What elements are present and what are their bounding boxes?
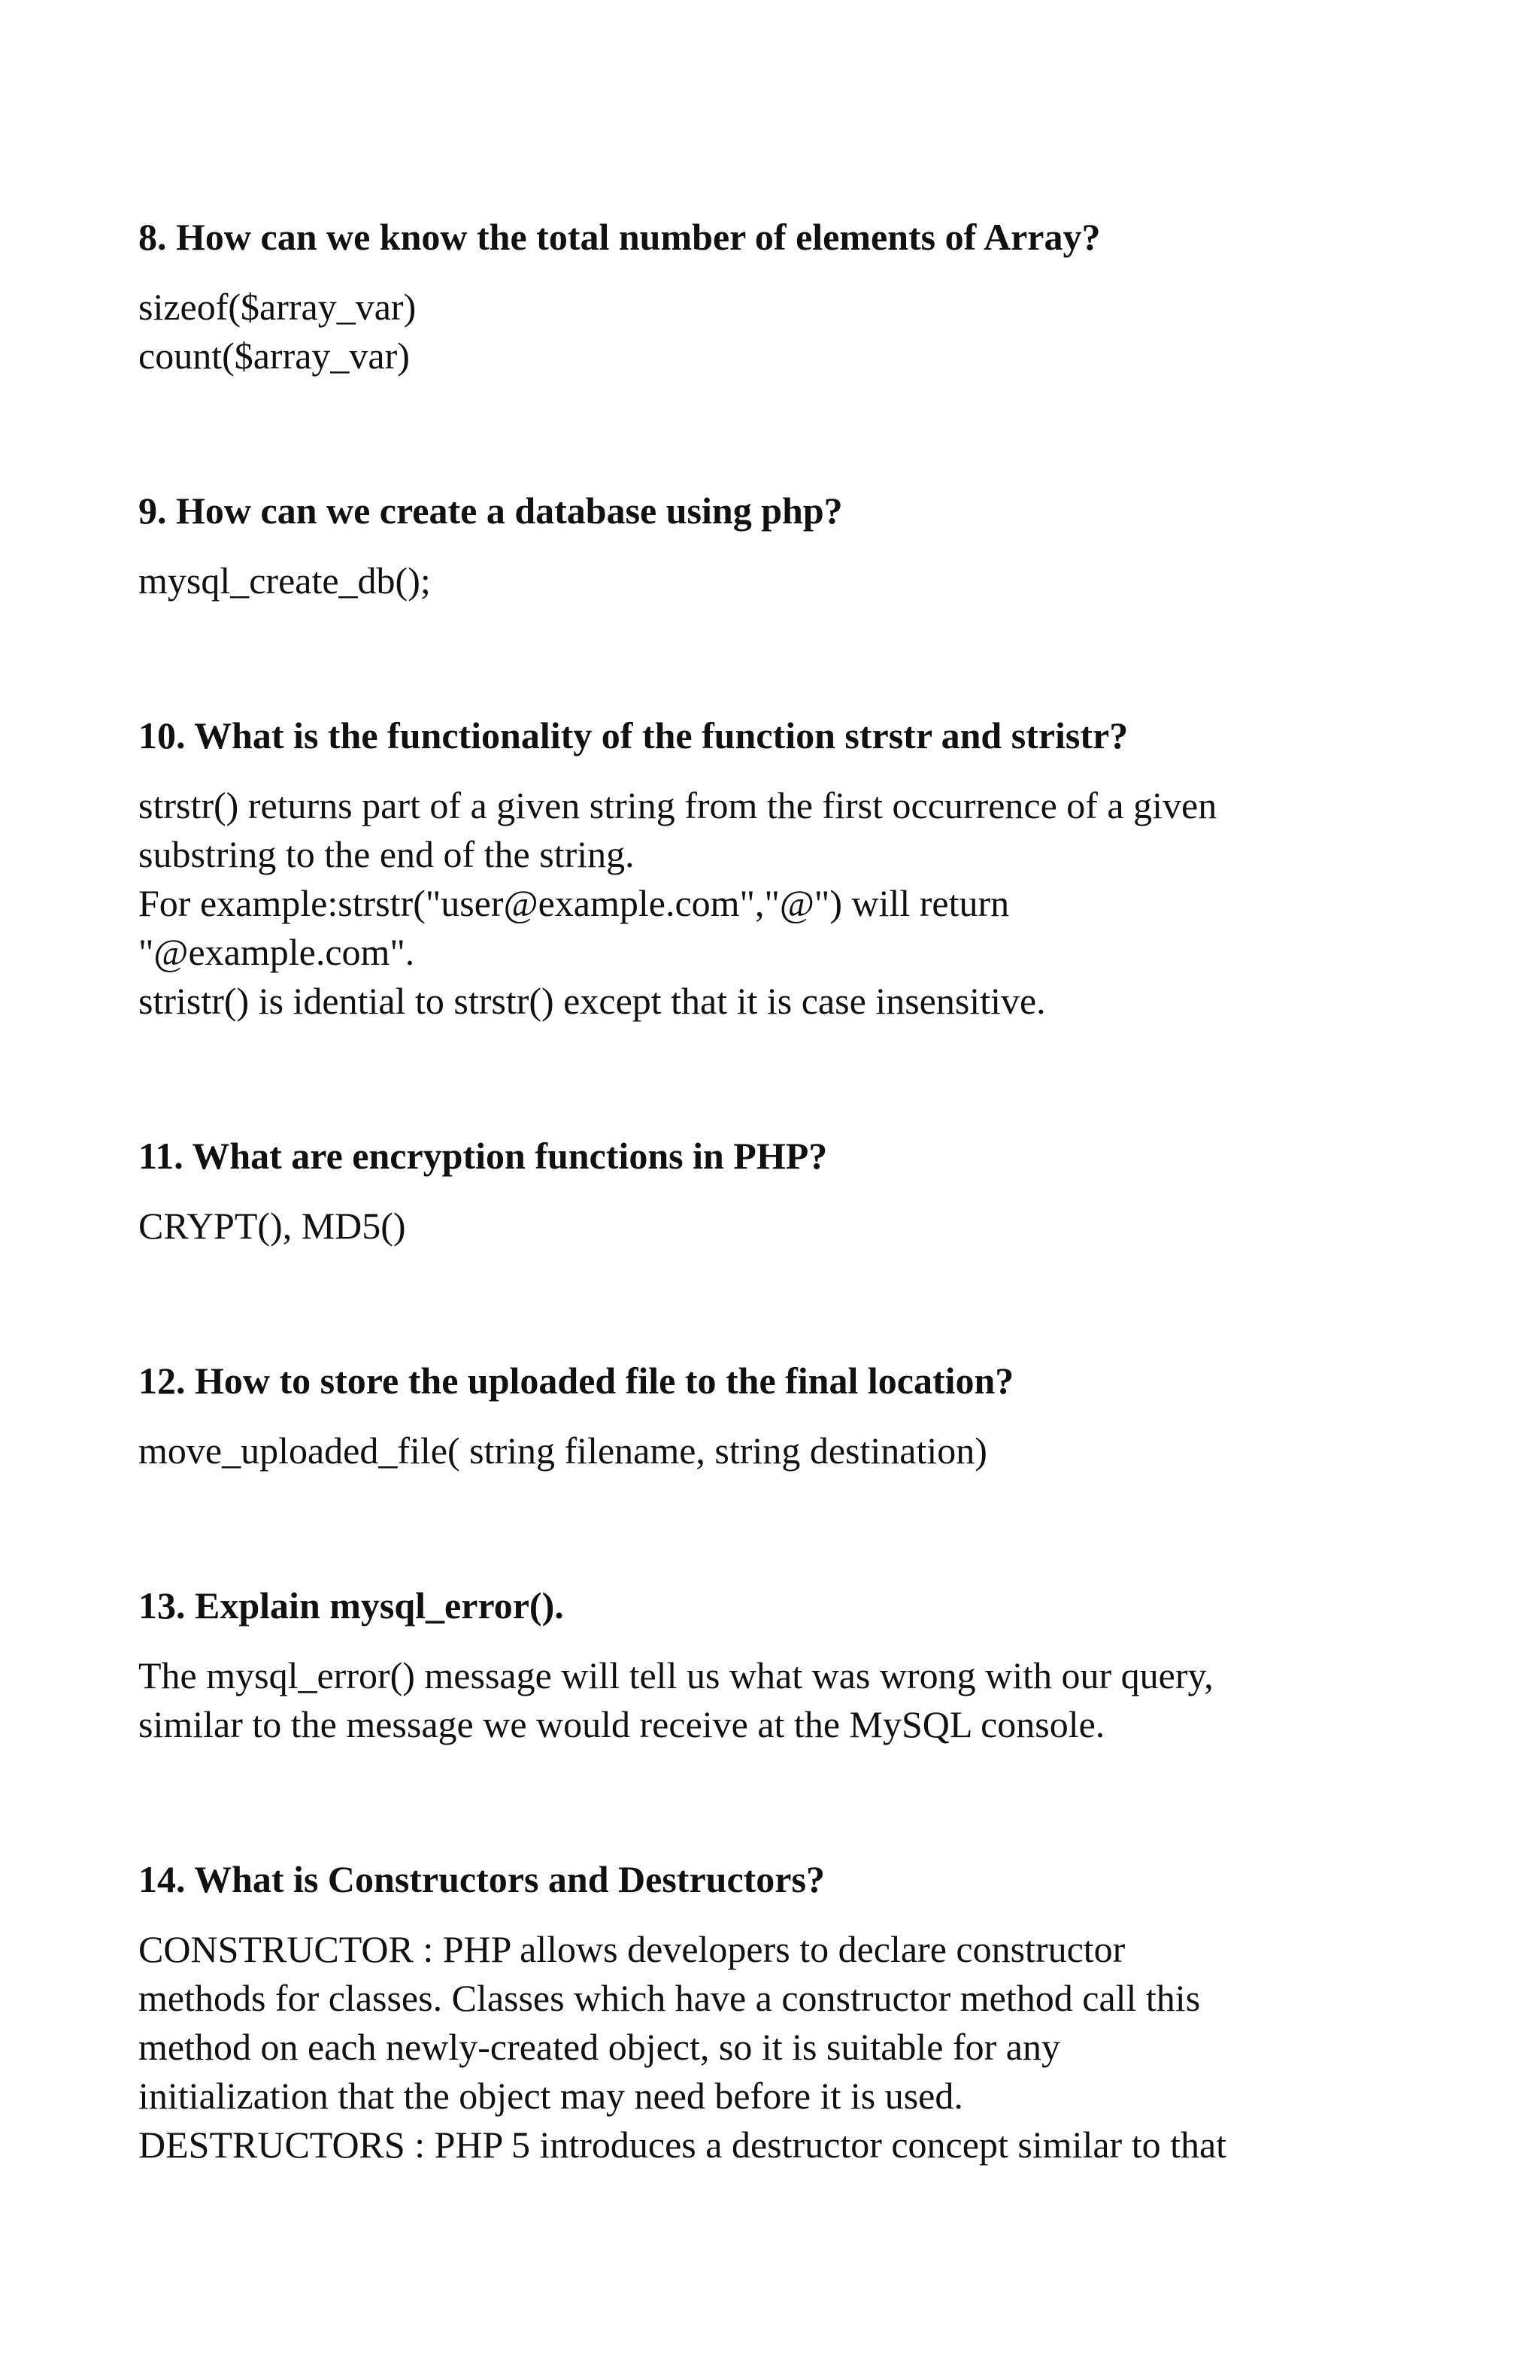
question-heading: 11. What are encryption functions in PHP? — [138, 1135, 828, 1177]
answer-line: sizeof($array_var) — [138, 286, 417, 328]
answer-line: substring to the end of the string. — [138, 833, 635, 875]
qa-item-9 — [138, 486, 1387, 605]
question-heading: 14. What is Constructors and Destructors? — [138, 1858, 825, 1900]
answer-line: mysql_create_db(); — [138, 559, 431, 602]
question-heading: 13. Explain mysql_error(). — [138, 1584, 564, 1627]
qa-item-8 — [138, 212, 1387, 380]
question-heading: 12. How to store the uploaded file to the final location? — [138, 1360, 1014, 1402]
qa-item-12 — [138, 1356, 1387, 1475]
answer-line: count($array_var) — [138, 335, 410, 377]
answer-line: methods for classes. Classes which have a constructor method call this — [138, 1977, 1201, 2019]
answer-text — [138, 781, 1387, 1026]
qa-item-13 — [138, 1581, 1387, 1749]
section-gap — [138, 1749, 1387, 1854]
answer-line: CONSTRUCTOR : PHP allows developers to declare constructor — [138, 1928, 1126, 1970]
question-heading: 8. How can we know the total number of elements of Array? — [138, 216, 1101, 258]
answer-line: stristr() is idential to strstr() except that it is case insensitive. — [138, 980, 1046, 1022]
answer-text — [138, 1202, 1387, 1251]
answer-line: "@example.com". — [138, 931, 415, 973]
qa-item-11 — [138, 1131, 1387, 1251]
section-gap — [138, 1475, 1387, 1581]
qa-item-14 — [138, 1854, 1387, 2169]
answer-text — [138, 1925, 1387, 2169]
answer-line: initialization that the object may need before it is used. — [138, 2075, 963, 2117]
answer-text — [138, 1426, 1387, 1475]
answer-line: CRYPT(), MD5() — [138, 1205, 406, 1247]
section-gap — [138, 380, 1387, 486]
answer-line: strstr() returns part of a given string from the first occurrence of a given — [138, 784, 1217, 826]
question-heading: 10. What is the functionality of the function strstr and stristr? — [138, 714, 1129, 756]
section-gap — [138, 605, 1387, 711]
answer-text — [138, 1651, 1387, 1749]
answer-line: method on each newly-created object, so it is suitable for any — [138, 2026, 1060, 2068]
answer-text — [138, 556, 1387, 605]
answer-text — [138, 283, 1387, 380]
answer-line: similar to the message we would receive at the MySQL console. — [138, 1703, 1105, 1745]
question-heading: 9. How can we create a database using php? — [138, 490, 843, 532]
answer-line: For example:strstr("user@example.com","@") will return — [138, 882, 1010, 924]
section-gap — [138, 1026, 1387, 1131]
answer-line: DESTRUCTORS : PHP 5 introduces a destructor concept similar to that — [138, 2124, 1227, 2166]
section-gap — [138, 1251, 1387, 1356]
answer-line: move_uploaded_file( string filename, string destination) — [138, 1430, 987, 1472]
answer-line: The mysql_error() message will tell us what was wrong with our query, — [138, 1654, 1214, 1696]
qa-list — [138, 212, 1387, 2169]
qa-item-10 — [138, 711, 1387, 1026]
